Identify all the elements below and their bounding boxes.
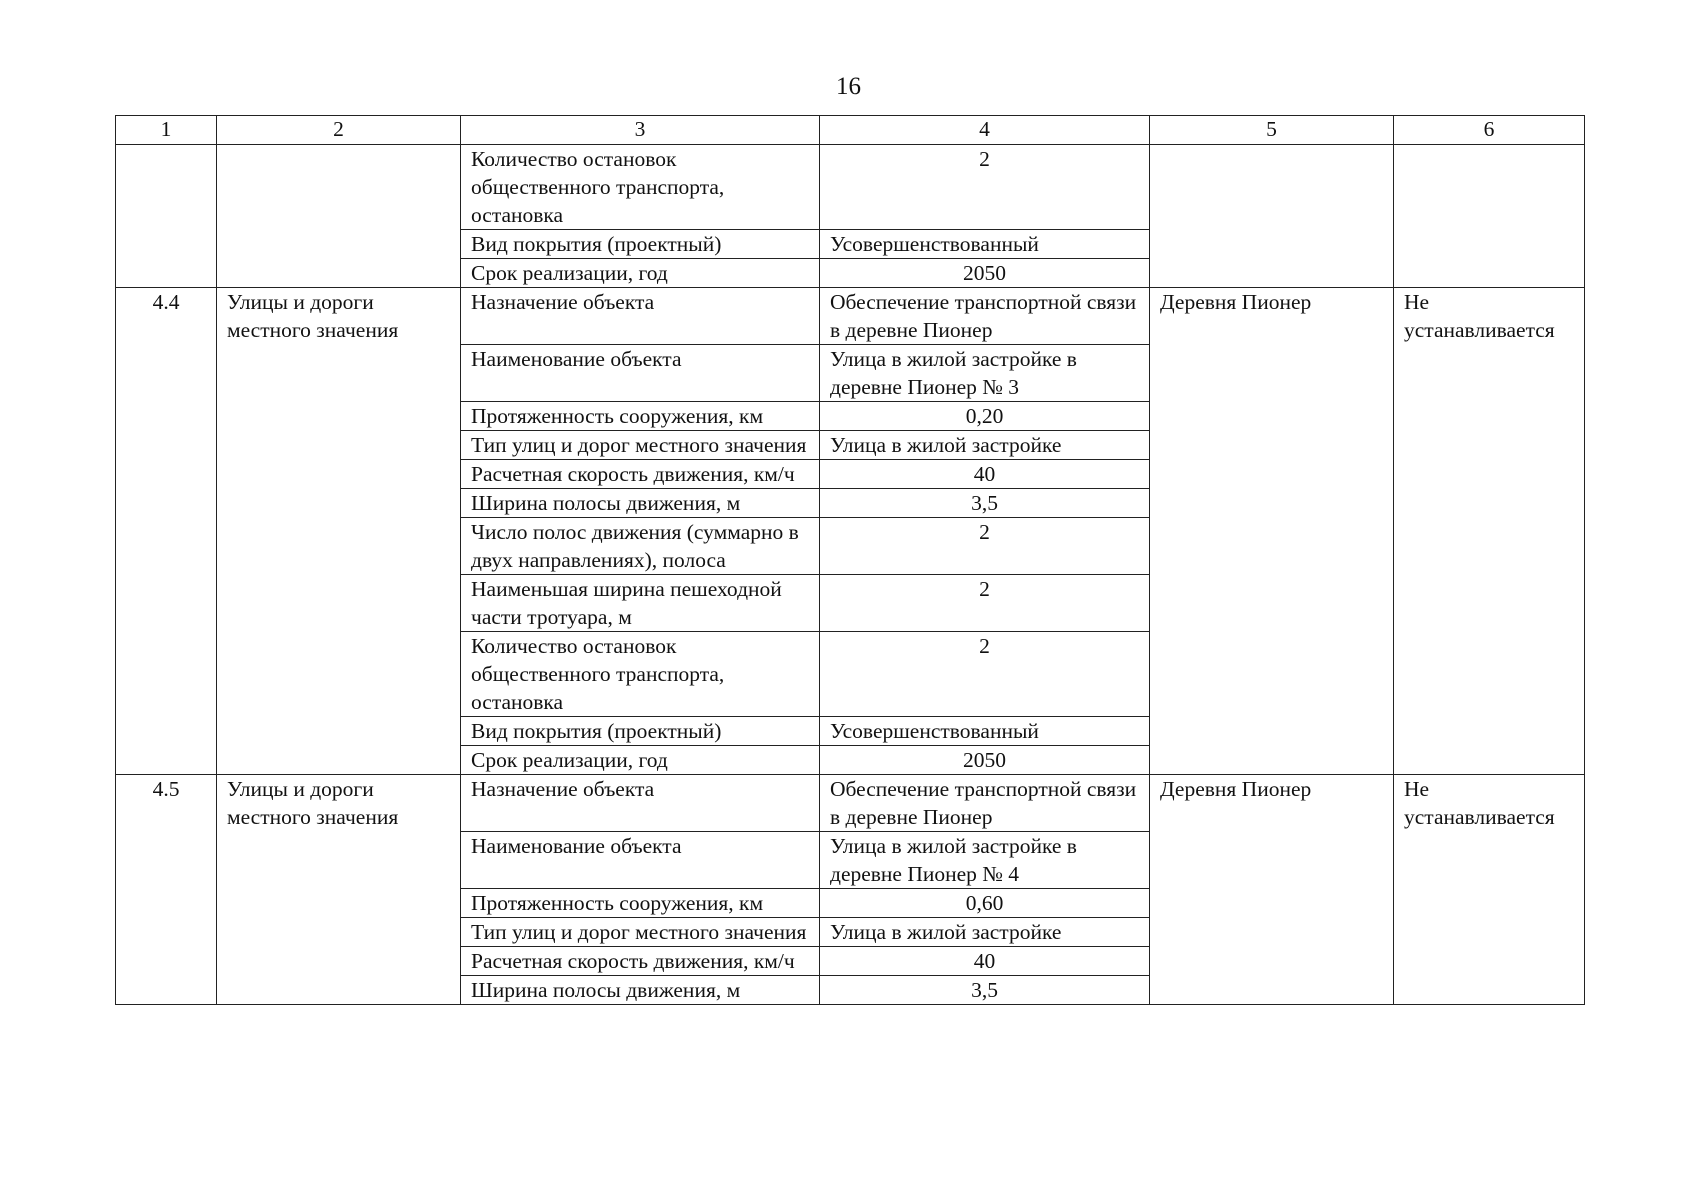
param-cell: Вид покрытия (проектный) [461, 717, 820, 746]
value-cell: Улица в жилой застройке [820, 918, 1150, 947]
object-number: 4.4 [116, 288, 217, 775]
col-header-2: 2 [217, 116, 461, 145]
table-row [116, 775, 1585, 832]
value-cell: 40 [820, 460, 1150, 489]
param-cell: Расчетная скорость движения, км/ч [461, 947, 820, 976]
table-row [116, 288, 1585, 345]
param-cell: Наименование объекта [461, 345, 820, 402]
object-location: Деревня Пионер [1150, 288, 1394, 775]
value-cell: 40 [820, 947, 1150, 976]
objects-table [115, 115, 1585, 1005]
object-zone: Не устанавливается [1394, 288, 1585, 775]
value-cell: Усовершенствованный [820, 230, 1150, 259]
cont-zone-cell [1394, 145, 1585, 288]
value-cell: 3,5 [820, 976, 1150, 1005]
object-number: 4.5 [116, 775, 217, 1005]
object-type: Улицы и дороги местного значения [217, 775, 461, 1005]
param-cell: Срок реализации, год [461, 746, 820, 775]
param-cell: Назначение объекта [461, 288, 820, 345]
param-cell: Протяженность сооружения, км [461, 889, 820, 918]
param-cell: Ширина полосы движения, м [461, 489, 820, 518]
param-cell: Количество остановок общественного транспорта, остановка [461, 632, 820, 717]
col-header-1: 1 [116, 116, 217, 145]
param-cell: Количество остановок общественного транспорта, остановка [461, 145, 820, 230]
object-location: Деревня Пионер [1150, 775, 1394, 1005]
cont-type-cell [217, 145, 461, 288]
table-row [116, 145, 1585, 230]
cont-num-cell [116, 145, 217, 288]
value-cell: 2050 [820, 746, 1150, 775]
param-cell: Протяженность сооружения, км [461, 402, 820, 431]
cont-location-cell [1150, 145, 1394, 288]
object-zone: Не устанавливается [1394, 775, 1585, 1005]
param-cell: Срок реализации, год [461, 259, 820, 288]
value-cell: Обеспечение транспортной связи в деревне Пионер [820, 775, 1150, 832]
param-cell: Ширина полосы движения, м [461, 976, 820, 1005]
col-header-5: 5 [1150, 116, 1394, 145]
value-cell: 2 [820, 145, 1150, 230]
param-cell: Тип улиц и дорог местного значения [461, 431, 820, 460]
value-cell: 2 [820, 518, 1150, 575]
page-number: 16 [836, 73, 861, 100]
value-cell: Обеспечение транспортной связи в деревне Пионер [820, 288, 1150, 345]
param-cell: Наименование объекта [461, 832, 820, 889]
param-cell: Вид покрытия (проектный) [461, 230, 820, 259]
param-cell: Тип улиц и дорог местного значения [461, 918, 820, 947]
col-header-3: 3 [461, 116, 820, 145]
value-cell: Улица в жилой застройке в деревне Пионер № 3 [820, 345, 1150, 402]
column-number-row [116, 116, 1585, 145]
param-cell: Расчетная скорость движения, км/ч [461, 460, 820, 489]
value-cell: 3,5 [820, 489, 1150, 518]
value-cell: 2050 [820, 259, 1150, 288]
value-cell: 0,60 [820, 889, 1150, 918]
param-cell: Назначение объекта [461, 775, 820, 832]
col-header-4: 4 [820, 116, 1150, 145]
col-header-6: 6 [1394, 116, 1585, 145]
param-cell: Число полос движения (суммарно в двух направлениях), полоса [461, 518, 820, 575]
value-cell: Усовершенствованный [820, 717, 1150, 746]
object-type: Улицы и дороги местного значения [217, 288, 461, 775]
value-cell: Улица в жилой застройке [820, 431, 1150, 460]
param-cell: Наименьшая ширина пешеходной части тротуара, м [461, 575, 820, 632]
value-cell: 2 [820, 632, 1150, 717]
value-cell: Улица в жилой застройке в деревне Пионер № 4 [820, 832, 1150, 889]
value-cell: 2 [820, 575, 1150, 632]
value-cell: 0,20 [820, 402, 1150, 431]
